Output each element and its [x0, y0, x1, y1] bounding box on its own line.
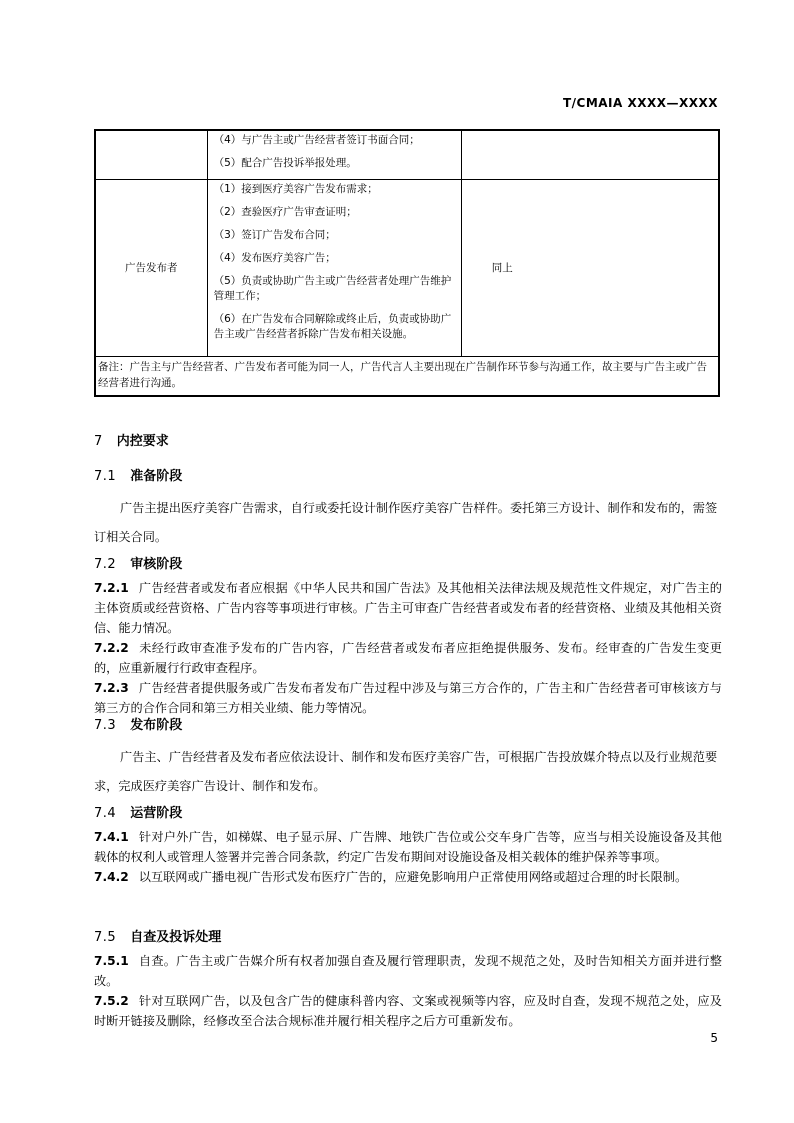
role-cell	[95, 130, 207, 180]
clause-number: 7.2.3	[94, 681, 129, 695]
clause	[94, 638, 722, 678]
clause	[94, 951, 722, 991]
role-cell: 广告发布者	[95, 180, 207, 357]
section-7-3	[94, 714, 722, 801]
paragraph: 广告主提出医疗美容广告需求，自行或委托设计制作医疗美容广告样件。委托第三方设计、制作和发布的，需签订相关合同。	[94, 501, 718, 544]
section-title: 内控要求	[116, 434, 169, 449]
table-row	[95, 180, 719, 357]
section-7-heading	[94, 430, 722, 449]
section-title: 运营阶段	[130, 806, 183, 821]
section-7-4	[94, 802, 722, 887]
document-code: T/CMAIA XXXX—XXXX	[562, 96, 718, 110]
section-title: 发布阶段	[130, 718, 183, 733]
section-number: 7.3	[94, 718, 117, 733]
paragraph: 广告主、广告经营者及发布者应依法设计、制作和发布医疗美容广告，可根据广告投放媒介特点以及行业规范要求，完成医疗美容广告设计、制作和发布。	[94, 750, 718, 793]
table-row	[95, 130, 719, 180]
clause-number: 7.2.2	[94, 641, 129, 655]
clause	[94, 578, 722, 638]
clause-number: 7.5.1	[94, 954, 129, 968]
responsibility-table	[94, 129, 720, 397]
clause	[94, 991, 722, 1031]
duties-cell	[207, 180, 461, 357]
section-title: 审核阶段	[130, 557, 183, 572]
section-7-5	[94, 926, 722, 1031]
duty-item: （4）与广告主或广告经营者签订书面合同；	[213, 134, 420, 146]
section-7-1	[94, 465, 722, 552]
duty-item: （4）发布医疗美容广告；	[213, 252, 336, 264]
clause-number: 7.4.1	[94, 830, 129, 844]
clause-text: 针对互联网广告，以及包含广告的健康科普内容、文案或视频等内容，应及时自查，发现不规范之处，应及时断开链接及删除，经修改至合法合规标准并履行相关程序之后方可重新发布。	[94, 994, 722, 1028]
duty-item: （5）负责或协助广告主或广告经营者处理广告维护管理工作；	[213, 275, 452, 302]
duty-item: （6）在广告发布合同解除或终止后，负责或协助广告主或广告经营者拆除广告发布相关设施。	[213, 313, 452, 340]
section-number: 7.1	[94, 469, 117, 484]
table-remark: 备注：广告主与广告经营者、广告发布者可能为同一人，广告代言人主要出现在广告制作环节参与沟通工作，故主要与广告主或广告经营者进行沟通。	[95, 357, 719, 397]
section-number: 7	[94, 434, 103, 449]
clause-number: 7.5.2	[94, 994, 129, 1008]
section-number: 7.2	[94, 557, 117, 572]
duty-item: （2）查验医疗广告审查证明；	[213, 206, 357, 218]
clause-text: 针对户外广告，如梯媒、电子显示屏、广告牌、地铁广告位或公交车身广告等，应当与相关设施设备及其他载体的权利人或管理人签署并完善合同条款，约定广告发布期间对设施设备及相关载体的维护保养等事项。	[94, 830, 722, 864]
section-title: 自查及投诉处理	[130, 930, 222, 945]
duty-item: （5）配合广告投诉举报处理。	[213, 157, 357, 169]
clause	[94, 867, 722, 887]
clause-text: 自查。广告主或广告媒介所有权者加强自查及履行管理职责，发现不规范之处，及时告知相关方面并进行整改。	[94, 954, 722, 988]
clause-text: 广告经营者提供服务或广告发布者发布广告过程中涉及与第三方合作的，广告主和广告经营者可审核该方与第三方的合作合同和第三方相关业绩、能力等情况。	[94, 681, 722, 715]
clause-text: 以互联网或广播电视广告形式发布医疗广告的，应避免影响用户正常使用网络或超过合理的时长限制。	[138, 870, 688, 884]
clause-text: 未经行政审查准予发布的广告内容，广告经营者或发布者应拒绝提供服务、发布。经审查的广告发生变更的，应重新履行行政审查程序。	[94, 641, 722, 675]
page-number: 5	[710, 1031, 718, 1045]
table-row	[95, 357, 719, 397]
section-number: 7.5	[94, 930, 117, 945]
clause	[94, 827, 722, 867]
clause-number: 7.2.1	[94, 581, 129, 595]
clause-text: 广告经营者或发布者应根据《中华人民共和国广告法》及其他相关法律法规及规范性文件规定，对广告主的主体资质或经营资格、广告内容等事项进行审核。广告主可审查广告经营者或发布者的经营资格、业绩及其他相关资信、能力情况。	[94, 581, 722, 635]
duties-cell	[207, 130, 461, 180]
duty-item: （3）签订广告发布合同；	[213, 229, 336, 241]
clause-number: 7.4.2	[94, 870, 129, 884]
duty-item: （1）接到医疗美容广告发布需求；	[213, 183, 378, 195]
clause	[94, 678, 722, 718]
section-number: 7.4	[94, 806, 117, 821]
note-cell: 同上	[461, 180, 719, 357]
note-cell	[461, 130, 719, 180]
section-7-2	[94, 553, 722, 718]
section-title: 准备阶段	[130, 469, 183, 484]
